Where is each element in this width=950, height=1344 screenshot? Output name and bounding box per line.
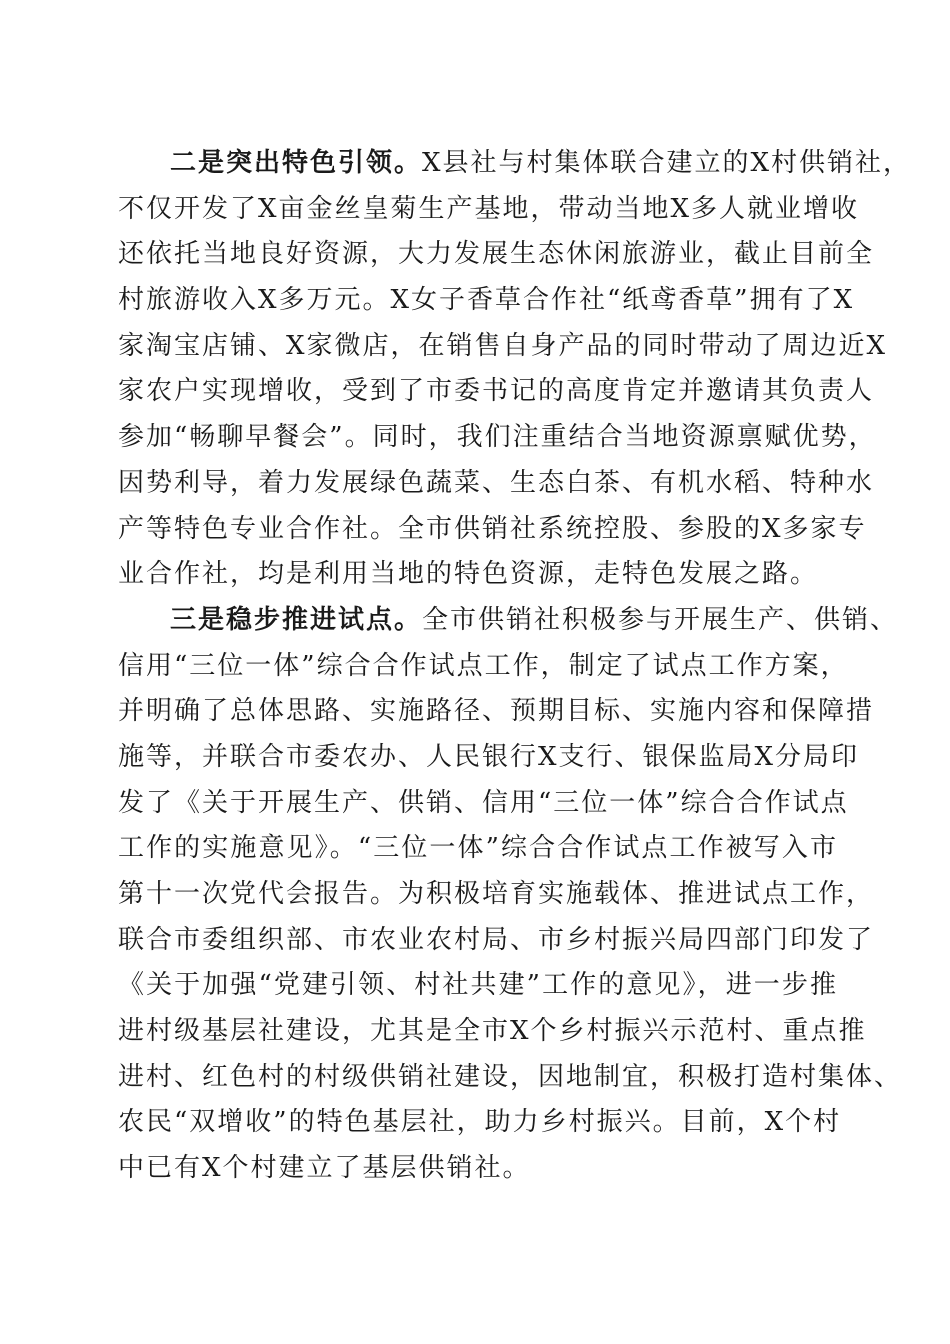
paragraph-1-line-7: 参加“畅聊早餐会”。同时，我们注重结合当地资源禀赋优势， <box>118 422 877 453</box>
paragraph-1-line-4: 村旅游收入X多万元。X女子香草合作社“纸鸢香草”拥有了X <box>118 285 855 316</box>
paragraph-2-line-8: 联合市委组织部、市农业农村局、市乡村振兴局四部门印发了 <box>118 924 875 955</box>
paragraph-2-line-6: 工作的实施意见》。“三位一体”综合合作试点工作被写入市 <box>118 833 838 864</box>
paragraph-2-lead: 三是稳步推进试点。 <box>170 604 423 635</box>
paragraph-2-line-1 <box>118 598 899 644</box>
paragraph-2-line-5: 发了《关于开展生产、供销、信用“三位一体”综合合作试点 <box>118 787 849 818</box>
paragraph-1-text: X县社与村集体联合建立的X村供销社， <box>422 148 912 178</box>
paragraph-2-line-10: 进村级基层社建设，尤其是全市X个乡村振兴示范村、重点推 <box>118 1016 867 1047</box>
paragraph-1-line-5: 家淘宝店铺、X家微店，在销售自身产品的同时带动了周边近X <box>118 330 888 361</box>
paragraph-1-line-6: 家农户实现增收，受到了市委书记的高度肯定并邀请其负责人 <box>118 376 875 407</box>
paragraph-1-line-8: 因势利导，着力发展绿色蔬菜、生态白茶、有机水稻、特种水 <box>118 467 875 498</box>
paragraph-1-line-10: 业合作社，均是利用当地的特色资源，走特色发展之路。 <box>118 559 819 590</box>
paragraph-2-line-12: 农民“双增收”的特色基层社，助力乡村振兴。目前，X个村 <box>118 1107 842 1138</box>
paragraph-2-line-13: 中已有X个村建立了基层供销社。 <box>118 1153 531 1184</box>
paragraph-2-line-2: 信用“三位一体”综合合作试点工作，制定了试点工作方案， <box>118 650 849 681</box>
document-body <box>118 141 912 1192</box>
paragraph-2-text: 全市供销社积极参与开展生产、供销、 <box>422 604 899 635</box>
paragraph-2-line-9: 《关于加强“党建引领、村社共建”工作的意见》，进一步推 <box>118 970 838 1001</box>
paragraph-2-line-11: 进村、红色村的村级供销社建设，因地制宜，积极打造村集体、 <box>118 1061 903 1092</box>
paragraph-2-line-4: 施等，并联合市委农办、人民银行X支行、银保监局X分局印 <box>118 741 860 772</box>
paragraph-1-line-1 <box>118 141 912 187</box>
paragraph-2-line-3: 并明确了总体思路、实施路径、预期目标、实施内容和保障措 <box>118 696 875 727</box>
paragraph-2-line-7: 第十一次党代会报告。为积极培育实施载体、推进试点工作， <box>118 879 875 909</box>
paragraph-1-line-9: 产等特色专业合作社。全市供销社系统控股、参股的X多家专 <box>118 513 867 544</box>
paragraph-1-line-3: 还依托当地良好资源，大力发展生态休闲旅游业，截止目前全 <box>118 239 875 270</box>
paragraph-1-lead: 二是突出特色引领。 <box>170 148 423 178</box>
paragraph-1-line-2: 不仅开发了X亩金丝皇菊生产基地，带动当地X多人就业增收 <box>118 193 860 224</box>
